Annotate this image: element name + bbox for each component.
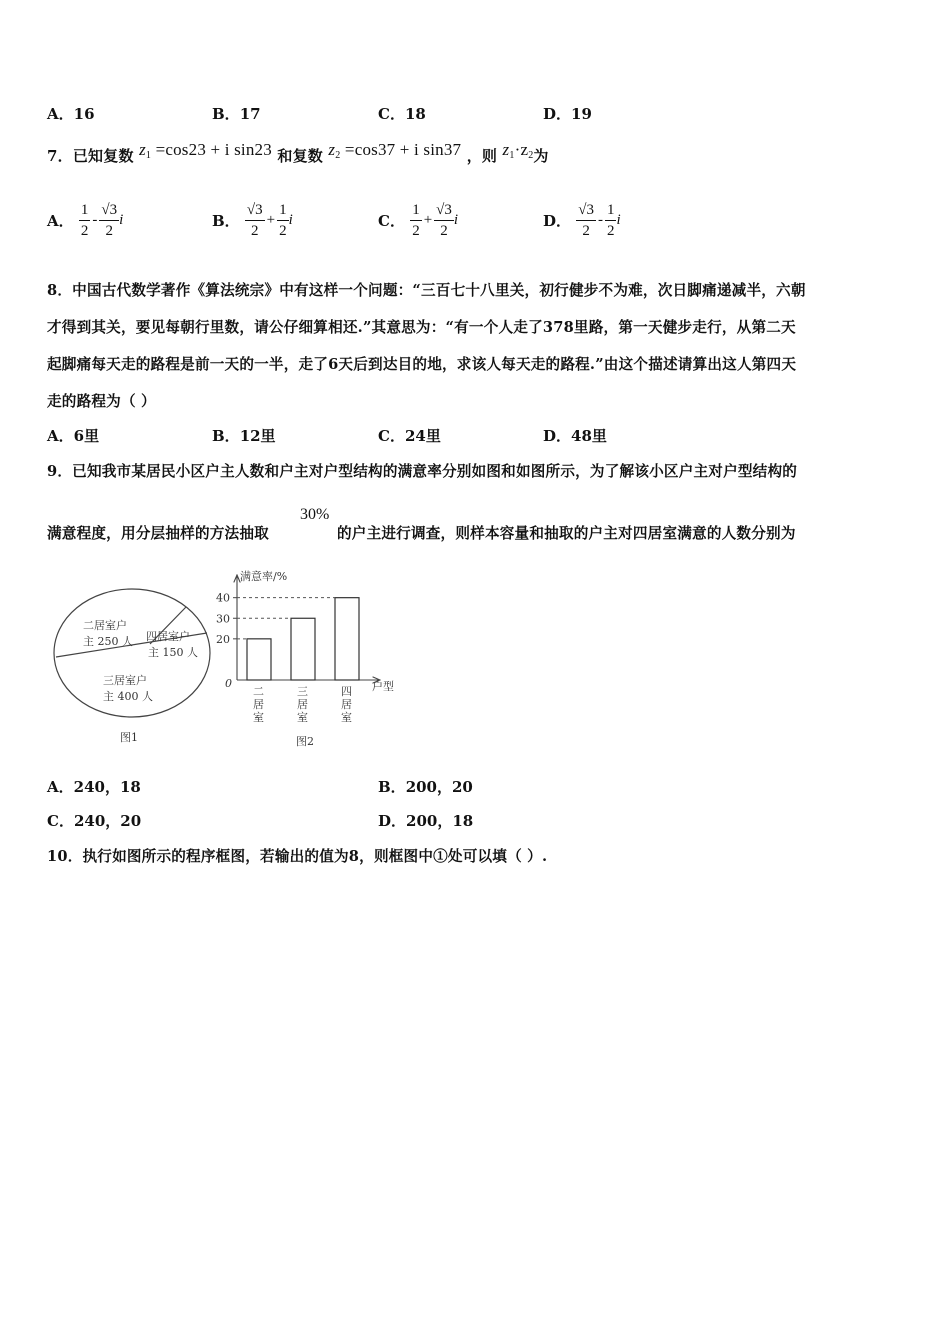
seg-a-line2: 主 250 人 <box>83 635 133 648</box>
origin-label: 0 <box>225 677 232 690</box>
q9-line-2a: 满意程度，用分层抽样的方法抽取 <box>47 525 269 542</box>
q9-line-1: 9．已知我市某居民小区户主人数和户主对户型结构的满意率分别如图和如图所示，为了解该小区户主对户型结构的 <box>47 463 798 480</box>
q9-option-b: B．200，20 <box>378 778 473 796</box>
q8-line-4: 走的路程为（ ） <box>47 393 156 410</box>
seg-b-line1: 四居室户 <box>146 630 190 643</box>
q8-line-3: 起脚痛每天走的路程是前一天的一半，走了6天后到达目的地，求该人每天走的路程.”由这个描述请算出这人第四天 <box>47 356 797 373</box>
q7-option-c: C． $\frac{1}{2}$ + $\frac{√3}{2}$ i <box>378 202 459 239</box>
q8-option-c: C．24里 <box>378 427 441 445</box>
x-tick-label-二居室-0: 二 <box>253 685 264 698</box>
y-axis-label: 满意率/% <box>240 570 288 583</box>
q6-option-a: A．16 <box>47 105 95 123</box>
figure-1-caption: 图1 <box>120 731 138 744</box>
x-tick-label-三居室-1: 居 <box>297 698 308 711</box>
q9-option-c: C．240，20 <box>47 812 142 830</box>
x-tick-label-四居室-1: 居 <box>341 698 352 711</box>
q9-line-2b: 的户主进行调查，则样本容量和抽取的户主对四居室满意的人数分别为 <box>337 525 796 542</box>
q8-option-a: A．6里 <box>47 427 100 445</box>
q6-option-d: D．19 <box>543 105 592 123</box>
figure-2-chart <box>210 563 430 755</box>
y-tick-label-40: 40 <box>216 591 230 605</box>
x-tick-label-四居室-0: 四 <box>341 685 352 698</box>
q7-option-a: A． $\frac{1}{2}$ - $\frac{√3}{2}$ i <box>47 202 124 239</box>
x-tick-label-二居室-2: 室 <box>253 711 264 724</box>
q8-line-1: 8．中国古代数学著作《算法统宗》中有这样一个问题：“三百七十八里关，初行健步不为难，次日脚痛递减半，六朝 <box>47 282 806 299</box>
figure-2-caption: 图2 <box>296 735 314 748</box>
q7-option-d: D． $\frac{√3}{2}$ - $\frac{1}{2}$ i <box>543 202 621 239</box>
seg-b-line2: 主 150 人 <box>148 646 198 659</box>
seg-a-line1: 二居室户 <box>83 619 127 632</box>
q7-stem: 7．已知复数 $z_1 =\cos 23 + i$ sin23 和复数 $z_2 =\cos 37 + i$ sin37 ，则 $z_1\cdot z_2$为 <box>47 140 549 165</box>
x-tick-label-三居室-2: 室 <box>297 711 308 724</box>
x-tick-label-四居室-2: 室 <box>341 711 352 724</box>
q7-option-b: B． $\frac{√3}{2}$ + $\frac{1}{2}$ i <box>212 202 293 239</box>
x-axis-label: 户型 <box>372 680 394 693</box>
q8-option-d: D．48里 <box>543 427 607 445</box>
q9-option-d: D．200，18 <box>378 812 474 830</box>
q8-option-b: B．12里 <box>212 427 276 445</box>
q6-option-c: C．18 <box>378 105 426 123</box>
bar-三居室 <box>291 618 315 680</box>
q9-option-a: A．240，18 <box>47 778 141 796</box>
q8-line-2: 才得到其关，要见每朝行里数，请公仔细算相还.”其意思为：“有一个人走了378里路，第一天健步走行，从第二天 <box>47 319 796 336</box>
y-tick-label-20: 20 <box>216 632 230 646</box>
seg-c-line1: 三居室户 <box>103 674 147 687</box>
q10-line-1: 10．执行如图所示的程序框图，若输出的值为8，则框图中①处可以填（ ）. <box>47 848 548 865</box>
y-tick-label-30: 30 <box>216 612 230 626</box>
figure-1-ellipse <box>50 585 220 750</box>
x-tick-label-二居室-1: 居 <box>253 698 264 711</box>
q9-percent: 30% <box>300 506 330 523</box>
bar-四居室 <box>335 598 359 680</box>
seg-c-line2: 主 400 人 <box>103 690 153 703</box>
bar-二居室 <box>247 639 271 680</box>
x-tick-label-三居室-0: 三 <box>297 685 308 698</box>
q6-option-b: B．17 <box>212 105 261 123</box>
